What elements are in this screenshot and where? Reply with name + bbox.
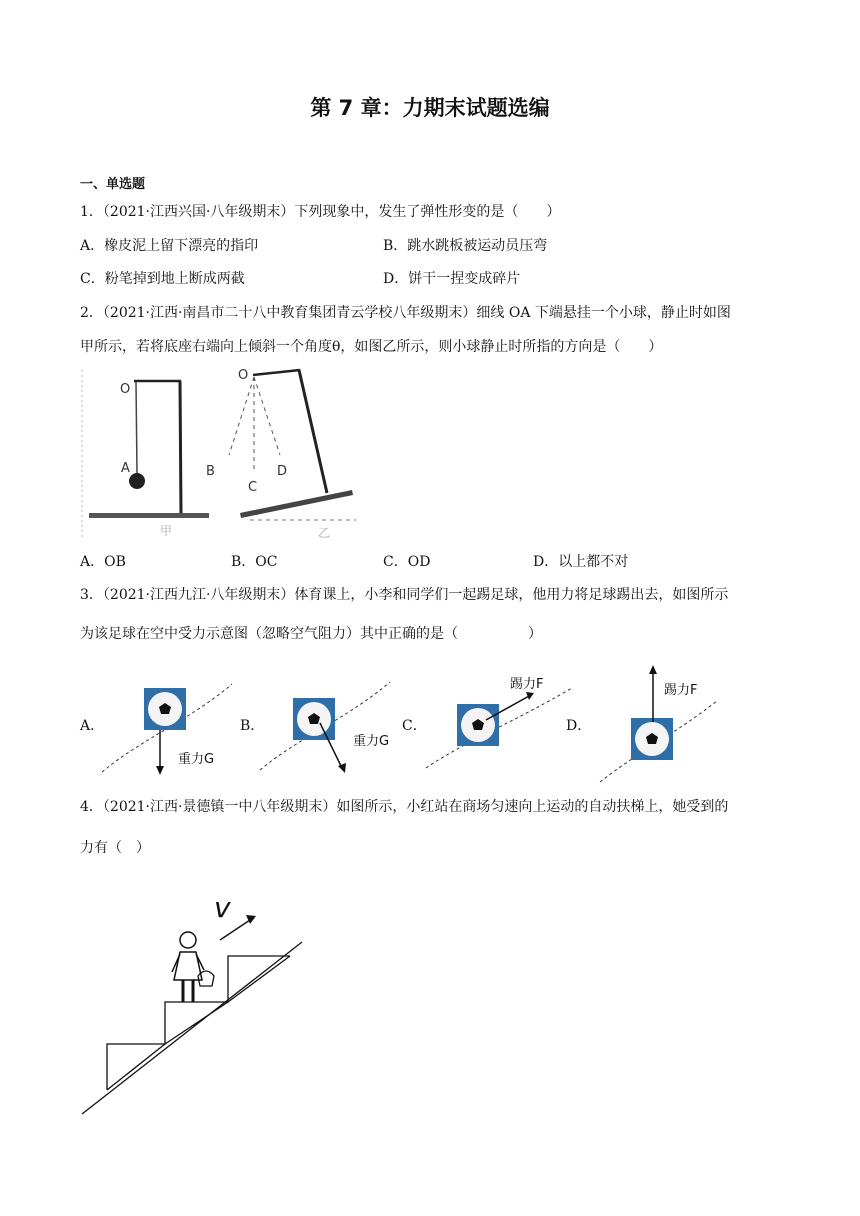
label-jia: 甲 <box>160 524 173 538</box>
basket-icon <box>198 971 214 986</box>
q2-stem-line1: 2．（2021·江西·南昌市二十八中教育集团青云学校八年级期末）细线 OA 下端悬挂一个小球，静止时如图 <box>80 305 731 321</box>
q3-figure-c <box>424 672 574 772</box>
gravity-label-a: 重力G <box>178 752 215 767</box>
label-yi: 乙 <box>318 526 331 540</box>
q1-option-d[interactable]: D．饼干一捏变成碎片 <box>383 271 521 287</box>
q2-option-a[interactable]: A．OB <box>80 554 126 570</box>
velocity-label: v <box>214 891 231 924</box>
gravity-label-b: 重力G <box>353 734 390 749</box>
label-a: A <box>121 461 130 476</box>
ball <box>129 473 145 489</box>
q3-option-d[interactable]: D． <box>566 718 592 734</box>
label-c: C <box>248 480 258 495</box>
q2-option-d[interactable]: D．以上都不对 <box>533 554 629 570</box>
label-o-jia: O <box>120 382 131 397</box>
kick-label-c: 踢力F <box>510 677 544 692</box>
q3-stem-line1: 3．（2021·江西九江·八年级期末）体育课上，小李和同学们一起踢足球，他用力将足球踢出去，如图所示 <box>80 587 729 603</box>
q2-stem-line2: 甲所示，若将底座右端向上倾斜一个角度θ，如图乙所示，则小球静止时所指的方向是（ ） <box>80 339 663 355</box>
label-o-yi: O <box>238 368 249 383</box>
q1-option-a[interactable]: A．橡皮泥上留下漂亮的指印 <box>80 238 259 254</box>
q2-figure-pendulum <box>80 365 360 545</box>
page-title: 第 7 章：力期末试题选编 <box>310 96 550 120</box>
q1-option-c[interactable]: C．粉笔掉到地上断成两截 <box>80 271 245 287</box>
q3-option-a[interactable]: A． <box>80 718 105 734</box>
q3-option-b[interactable]: B． <box>240 718 265 734</box>
q3-figure-a <box>100 680 235 780</box>
q1-option-b[interactable]: B．跳水跳板被运动员压弯 <box>383 238 548 254</box>
section-heading: 一、单选题 <box>80 177 146 192</box>
q4-figure-escalator <box>80 890 310 1120</box>
pendulum-figure-yi <box>206 368 356 540</box>
label-d: D <box>277 464 288 479</box>
q2-option-b[interactable]: B．OC <box>231 554 278 570</box>
q3-option-c[interactable]: C． <box>402 718 427 734</box>
q3-stem-line2: 为该足球在空中受力示意图（忽略空气阻力）其中正确的是（ ） <box>80 626 542 642</box>
q4-stem-line2: 力有（ ） <box>80 840 150 856</box>
q3-figure-d <box>598 662 728 787</box>
q4-stem-line1: 4．（2021·江西·景德镇一中八年级期末）如图所示，小红站在商场匀速向上运动的自动扶梯上，她受到的 <box>80 799 729 815</box>
kick-label-d: 踢力F <box>664 683 698 698</box>
label-b: B <box>206 464 215 479</box>
q2-option-c[interactable]: C．OD <box>383 554 431 570</box>
q1-stem: 1．（2021·江西兴国·八年级期末）下列现象中，发生了弹性形变的是（ ） <box>80 204 561 220</box>
q3-figure-b <box>258 678 393 778</box>
person-figure <box>172 932 214 1002</box>
